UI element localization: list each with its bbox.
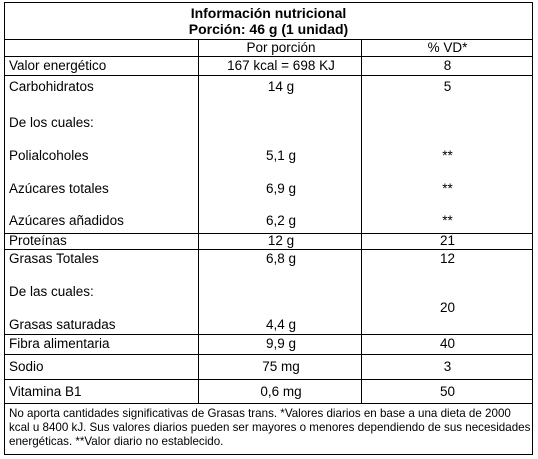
row-vd-protein: 21	[439, 233, 456, 248]
row-vd-polyols: **	[442, 148, 453, 163]
row-amount-energy: 167 kcal = 698 KJ	[227, 58, 335, 73]
row-amount-protein: 12 g	[267, 233, 295, 248]
row-label-energy: Valor energético	[9, 58, 107, 73]
row-vd-total-fat: 12	[439, 251, 456, 266]
row-amount-vitamin-b1: 0,6 mg	[260, 384, 302, 399]
row-amount-total-sugars: 6,9 g	[265, 181, 297, 196]
table-title: Información nutricional	[190, 5, 347, 21]
row-vd-energy: 8	[443, 58, 452, 73]
row-amount-added-sugars: 6,2 g	[265, 213, 297, 228]
row-vd-fiber: 40	[439, 336, 456, 351]
row-amount-fiber: 9,9 g	[265, 336, 297, 351]
row-amount-carbs: 14 g	[267, 79, 295, 94]
divider	[5, 75, 532, 76]
portion-size: Porción: 46 g (1 unidad)	[188, 21, 349, 37]
divider	[5, 56, 532, 57]
divider	[5, 354, 532, 355]
row-amount-polyols: 5,1 g	[265, 148, 297, 163]
row-vd-total-sugars: **	[442, 181, 453, 196]
row-amount-sodium: 75 mg	[262, 359, 300, 374]
row-label-of-which-fat: De las cuales:	[9, 284, 94, 299]
row-vd-vitamin-b1: 50	[439, 384, 456, 399]
row-label-total-fat: Grasas Totales	[9, 251, 99, 266]
row-vd-added-sugars: **	[442, 213, 453, 228]
row-label-sodium: Sodio	[9, 359, 44, 374]
row-label-sat-fat: Grasas saturadas	[9, 317, 116, 332]
row-label-total-sugars: Azúcares totales	[9, 181, 109, 196]
divider	[5, 379, 532, 380]
row-amount-total-fat: 6,8 g	[265, 251, 297, 266]
column-divider	[198, 39, 199, 403]
row-label-polyols: Polialcoholes	[9, 148, 89, 163]
divider	[5, 334, 532, 335]
row-vd-sat-fat: 20	[439, 300, 456, 315]
footnote: No aporta cantidades significativas de Grasas trans. *Valores diarios en base a una dieta de 2000 kcal u 8400 kJ. Sus valores diarios pueden ser mayores o menores dependiendo de sus necesidades energéticas. **Valor diario no establecido.	[9, 407, 531, 448]
row-amount-sat-fat: 4,4 g	[265, 317, 297, 332]
column-header-per-portion: Por porción	[246, 40, 316, 55]
divider	[5, 403, 532, 404]
row-label-added-sugars: Azúcares añadidos	[9, 213, 124, 228]
nutrition-facts-table	[4, 2, 533, 455]
row-label-vitamin-b1: Vitamina B1	[9, 384, 82, 399]
column-header-vd: % VD*	[427, 40, 468, 55]
row-label-carbs: Carbohidratos	[9, 79, 94, 94]
row-vd-sodium: 3	[443, 359, 452, 374]
row-label-of-which-carbs: De los cuales:	[9, 115, 94, 130]
row-label-protein: Proteínas	[9, 233, 67, 248]
divider	[5, 249, 532, 250]
row-label-fiber: Fibra alimentaria	[9, 336, 110, 351]
row-vd-carbs: 5	[443, 79, 452, 94]
